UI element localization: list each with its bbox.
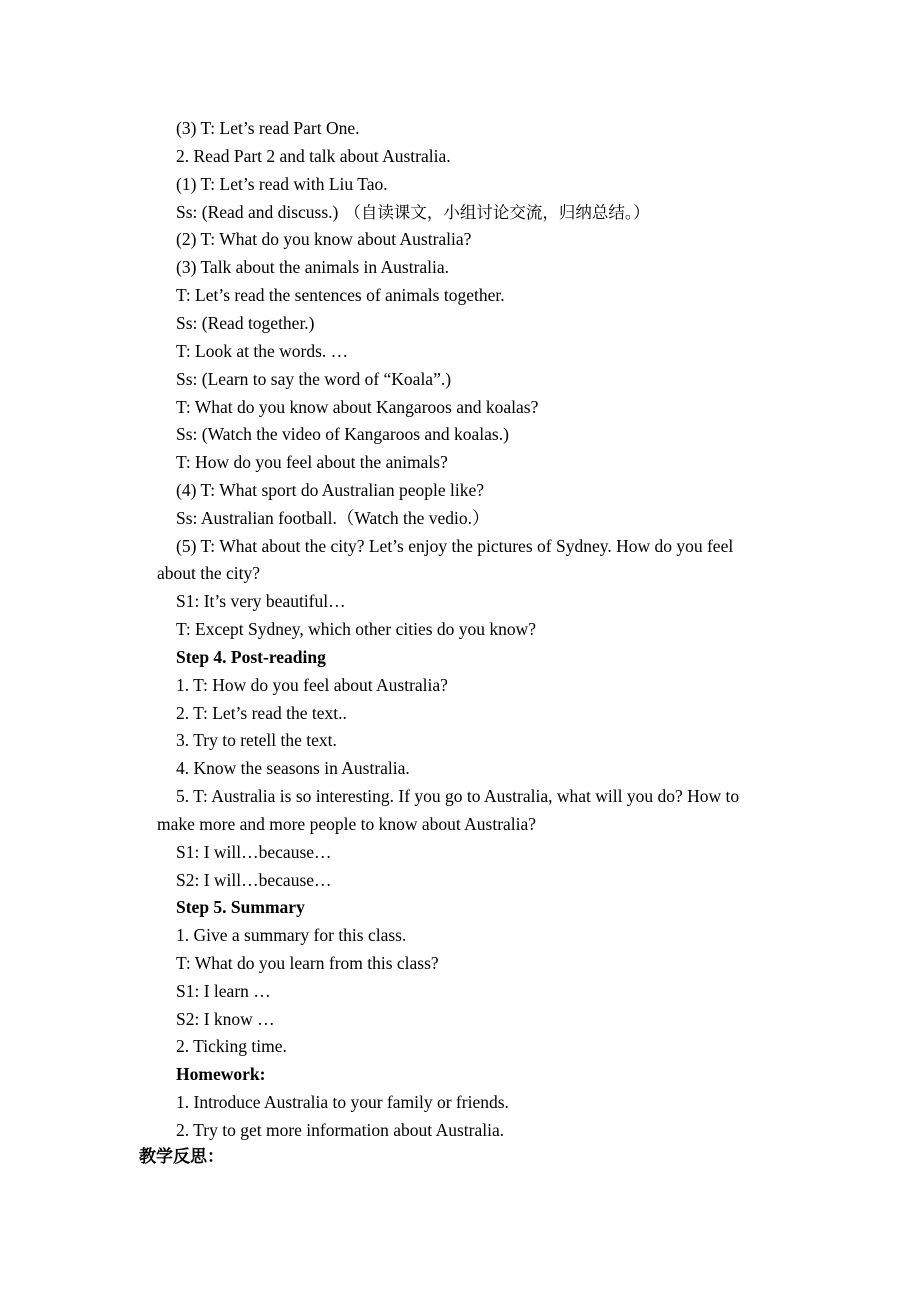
line-text: 2. Ticking time. [176, 1036, 287, 1056]
line-text: S2: I will…because… [176, 870, 332, 890]
line-text: Step 4. Post-reading [176, 647, 326, 667]
line-text: T: Except Sydney, which other cities do you know? [176, 619, 537, 639]
line-text: 2. T: Let’s read the text.. [176, 703, 347, 723]
line-text: 5. T: Australia is so interesting. If you go to Australia, what will you do? How to [176, 786, 740, 806]
text-line [176, 925, 406, 945]
text-line [176, 424, 509, 444]
text-line [176, 1009, 275, 1029]
line-text: 2. Read Part 2 and talk about Australia. [176, 146, 451, 166]
text-line [176, 313, 315, 333]
text-line [176, 730, 337, 750]
line-text: 1. Introduce Australia to your family or friends. [176, 1092, 509, 1112]
line-text: about the city? [157, 563, 261, 583]
section-heading [176, 897, 305, 917]
line-text: (3) T: Let’s read Part One. [176, 118, 360, 138]
chinese-annotation: （自读课文，小组讨论交流，归纳总结。） [344, 203, 650, 222]
text-line [176, 981, 271, 1001]
text-line [176, 397, 538, 417]
text-line [176, 1120, 504, 1140]
line-text: T: Let’s read the sentences of animals together. [176, 285, 505, 305]
line-text: Ss: (Learn to say the word of “Koala”.) [176, 369, 452, 389]
line-text: Ss: (Watch the video of Kangaroos and koalas.) [176, 424, 509, 444]
text-line [176, 452, 448, 472]
line-text: (4) T: What sport do Australian people like? [176, 480, 485, 500]
line-text: S1: I learn … [176, 981, 271, 1001]
line-text: Homework: [176, 1064, 266, 1084]
line-text: 1. T: How do you feel about Australia? [176, 675, 448, 695]
text-line [176, 953, 439, 973]
line-text: Ss: Australian football.（Watch the vedio.） [176, 508, 490, 528]
line-text: T: Look at the words. … [176, 341, 349, 361]
text-line [176, 758, 410, 778]
text-line [176, 703, 347, 723]
line-text: (5) T: What about the city? Let’s enjoy the pictures of Sydney. How do you feel [176, 536, 734, 556]
text-line [157, 814, 536, 834]
text-line [157, 563, 260, 583]
line-text: S1: It’s very beautiful… [176, 591, 346, 611]
text-line [176, 480, 484, 500]
text-line [176, 369, 451, 389]
line-text: T: What do you learn from this class? [176, 953, 439, 973]
line-text: 4. Know the seasons in Australia. [176, 758, 410, 778]
line-text: (3) Talk about the animals in Australia. [176, 257, 450, 277]
text-line [176, 842, 332, 862]
line-text: T: How do you feel about the animals? [176, 452, 448, 472]
line-text: S2: I know … [176, 1009, 275, 1029]
line-text: Step 5. Summary [176, 897, 305, 917]
section-heading [176, 1064, 265, 1084]
text-line [176, 786, 739, 806]
line-text: Ss: (Read and discuss.) [176, 202, 339, 222]
text-line [176, 257, 449, 277]
line-text: (1) T: Let’s read with Liu Tao. [176, 174, 388, 194]
text-line [176, 870, 332, 890]
text-line [176, 619, 536, 639]
section-heading [176, 647, 326, 667]
text-line [176, 146, 451, 166]
text-line [176, 174, 388, 194]
line-text: 2. Try to get more information about Australia. [176, 1120, 505, 1140]
text-line [176, 1092, 509, 1112]
text-line [176, 202, 650, 223]
text-line [176, 341, 348, 361]
text-line [176, 118, 359, 138]
text-line [176, 675, 448, 695]
line-text: 3. Try to retell the text. [176, 730, 337, 750]
line-text: S1: I will…because… [176, 842, 332, 862]
text-line [176, 229, 471, 249]
line-text: make more and more people to know about Australia? [157, 814, 537, 834]
line-text: T: What do you know about Kangaroos and koalas? [176, 397, 539, 417]
text-line [176, 1036, 287, 1056]
line-text: 1. Give a summary for this class. [176, 925, 407, 945]
text-line [176, 536, 733, 556]
text-line [176, 508, 490, 528]
text-line [176, 591, 346, 611]
teaching-reflection-heading: 教学反思： [139, 1147, 224, 1167]
text-line [176, 285, 505, 305]
line-text: (2) T: What do you know about Australia? [176, 229, 472, 249]
line-text: Ss: (Read together.) [176, 313, 315, 333]
